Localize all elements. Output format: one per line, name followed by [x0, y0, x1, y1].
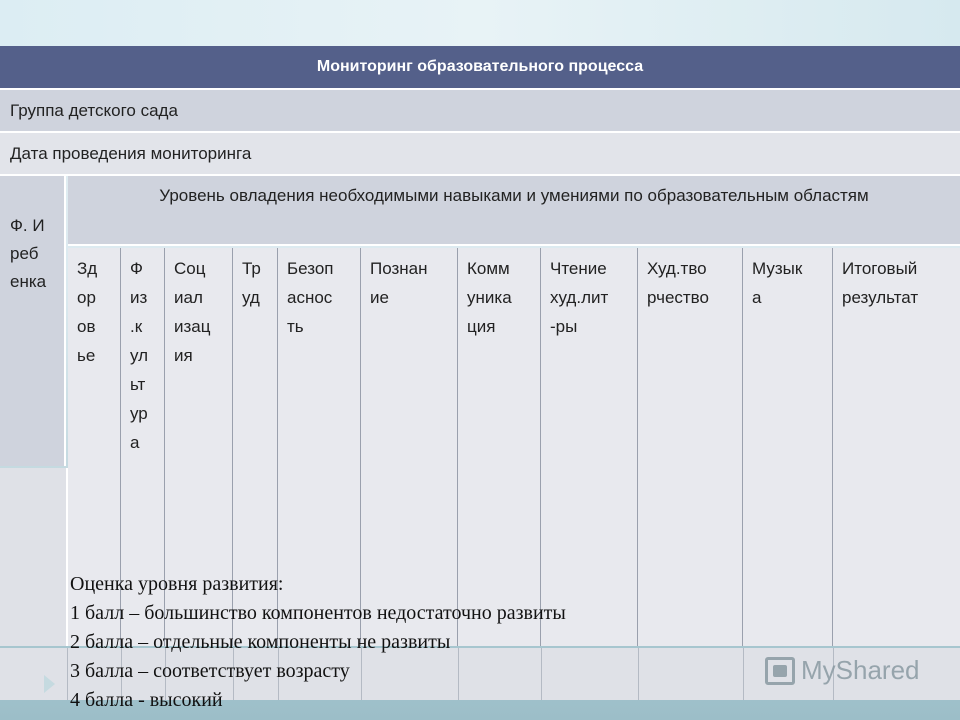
table-cell	[0, 648, 68, 700]
watermark-text: MyShared	[801, 655, 920, 685]
column-header: Итоговый результат	[833, 248, 960, 646]
column-header: Зд ор ов ье	[68, 248, 121, 646]
legend	[70, 570, 566, 715]
legend-title: Оценка уровня развития:	[70, 573, 284, 595]
monitoring-table	[0, 46, 960, 656]
top-band	[0, 0, 960, 46]
fio-empty-cell	[0, 468, 68, 646]
level-header-cell	[68, 176, 960, 246]
legend-item: 2 балла – отдельные компоненты не развиты	[70, 631, 451, 653]
legend-item: 4 балла - высокий	[70, 689, 223, 711]
column-header: Тр уд	[233, 248, 278, 646]
table-cell	[638, 648, 744, 700]
level-label: Уровень овладения необходимыми навыками и умениями по образовательным областям	[159, 186, 869, 205]
legend-item: 3 балла – соответствует возрасту	[70, 660, 350, 682]
column-header: Худ.тво рчество	[638, 248, 743, 646]
column-header: Познан ие	[361, 248, 458, 646]
column-header: Музык а	[743, 248, 833, 646]
legend-item: 1 балл – большинство компонентов недостаточно развиты	[70, 602, 566, 624]
table-title: Мониторинг образовательного процесса	[0, 46, 960, 90]
fio-label: Ф. И реб енка	[10, 216, 47, 291]
myshared-logo-icon	[765, 657, 795, 685]
column-header: Безоп аснос ть	[278, 248, 361, 646]
column-header: Комм уника ция	[458, 248, 541, 646]
column-header: Соц иал изац ия	[165, 248, 233, 646]
triangle-right-icon[interactable]	[44, 675, 55, 693]
column-header: Чтение худ.лит -ры	[541, 248, 638, 646]
column-header: Ф из .к ул ьт ур а	[121, 248, 165, 646]
group-label-row: Группа детского сада	[0, 90, 960, 133]
watermark	[765, 655, 920, 686]
date-label-row: Дата проведения мониторинга	[0, 133, 960, 176]
fio-header-cell	[0, 176, 66, 466]
